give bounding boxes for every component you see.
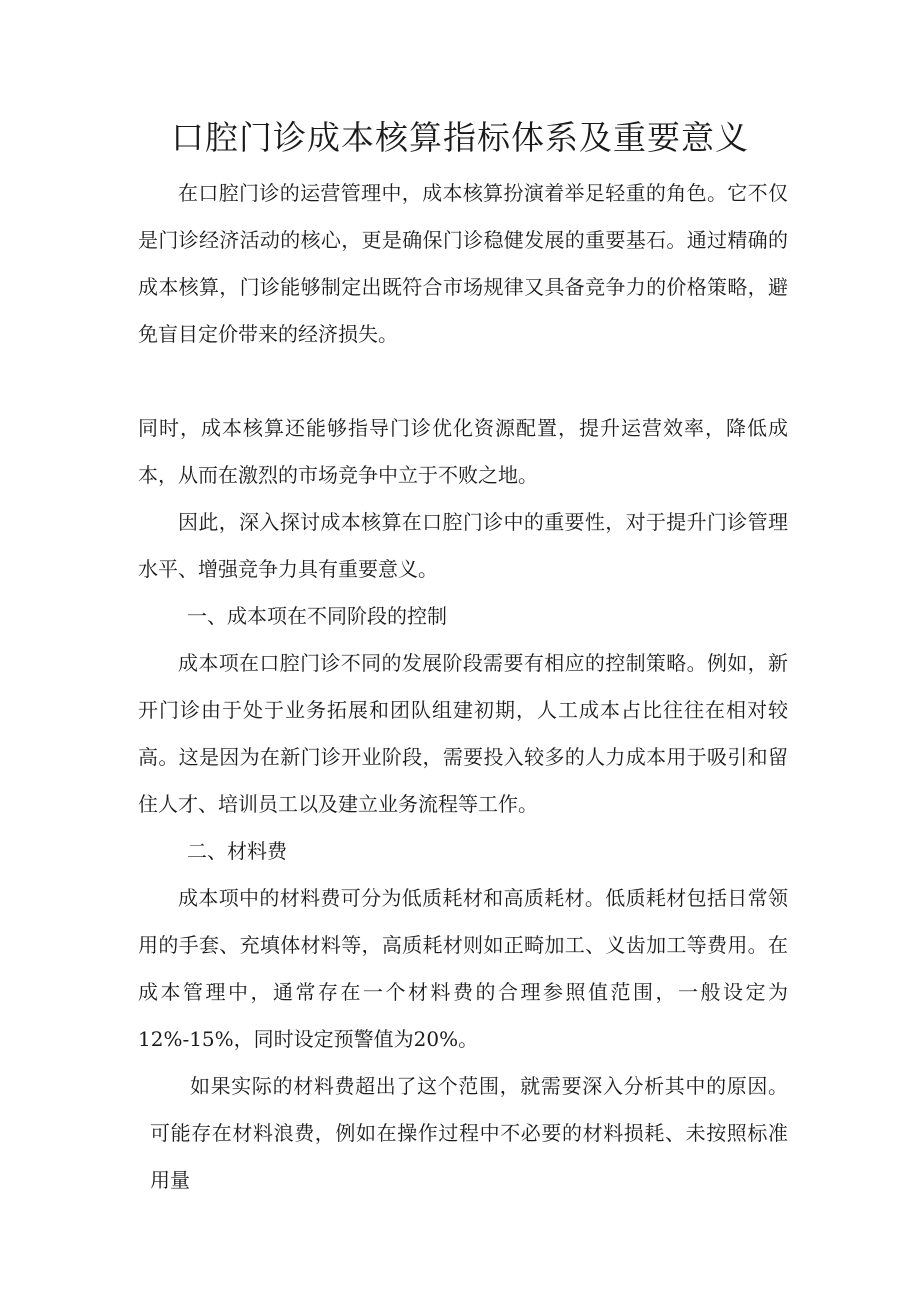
paragraph-material-cost: 成本项中的材料费可分为低质耗材和高质耗材。低质耗材包括日常领用的手套、充填体材料等，高质耗材则如正畸加工、义齿加工等费用。在成本管理中，通常存在一个材料费的合理参照值范围，一般设定为12%-15%，同时设定预警值为20%。 (138, 886, 788, 1051)
section-heading-2: 二、材料费 (187, 839, 287, 863)
document-title: 口腔门诊成本核算指标体系及重要意义 (171, 118, 749, 157)
section-heading-1: 一、成本项在不同阶段的控制 (187, 604, 447, 628)
paragraph-intro: 在口腔门诊的运营管理中，成本核算扮演着举足轻重的角色。它不仅是门诊经济活动的核心，更是确保门诊稳健发展的重要基石。通过精确的成本核算，门诊能够制定出既符合市场规律又具备竞争力的价格策略，避免盲目定价带来的经济损失。 (138, 181, 788, 346)
paragraph-conclusion: 因此，深入探讨成本核算在口腔门诊中的重要性，对于提升门诊管理水平、增强竞争力具有重要意义。 (138, 510, 788, 581)
paragraph-stage-control: 成本项在口腔门诊不同的发展阶段需要有相应的控制策略。例如，新开门诊由于处于业务拓展和团队组建初期，人工成本占比往往在相对较高。这是因为在新门诊开业阶段，需要投入较多的人力成本用于吸引和留住人才、培训员工以及建立业务流程等工作。 (138, 651, 788, 816)
paragraph-resource: 同时，成本核算还能够指导门诊优化资源配置，提升运营效率，降低成本，从而在激烈的市场竞争中立于不败之地。 (138, 416, 788, 487)
document-body (138, 170, 788, 1204)
paragraph-cost-analysis: 如果实际的材料费超出了这个范围，就需要深入分析其中的原因。可能存在材料浪费，例如在操作过程中不必要的材料损耗、未按照标准用量 (150, 1074, 788, 1192)
